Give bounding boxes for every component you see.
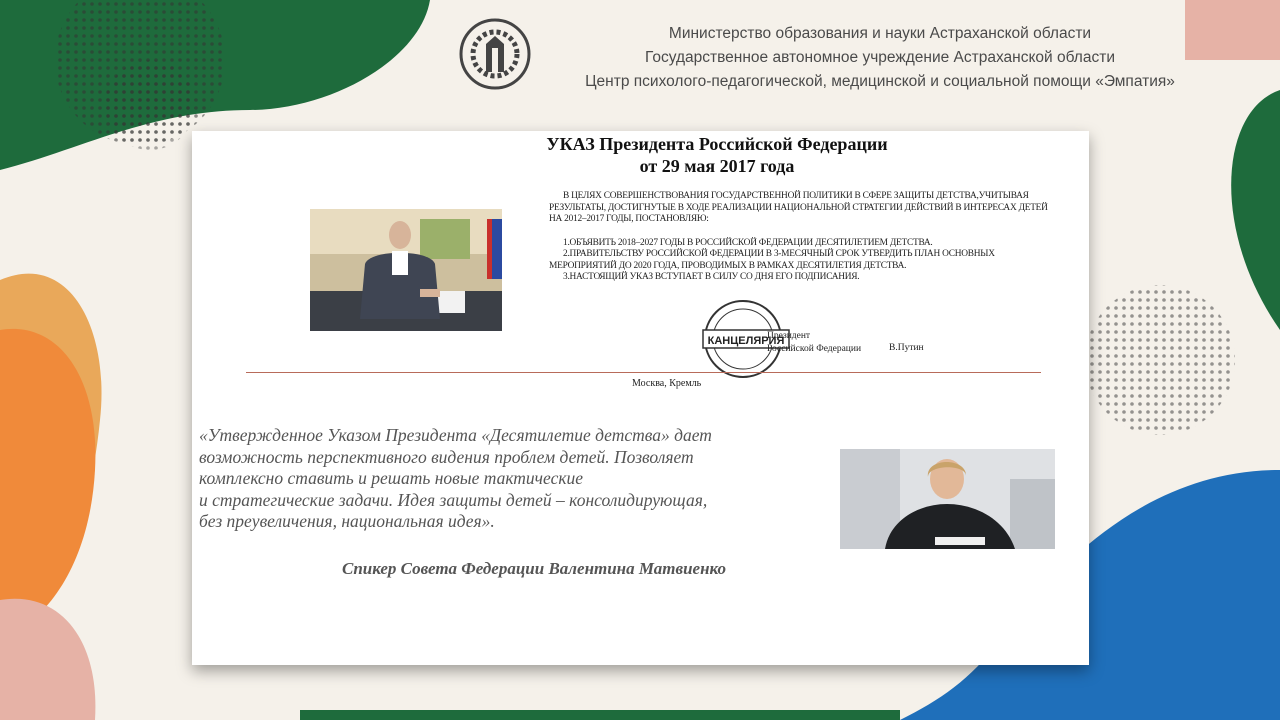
decree-title: [522, 133, 912, 177]
org-line-institution: Государственное автономное учреждение Астраханской области: [645, 49, 1115, 66]
decree-title-line1: УКАЗ Президента Российской Федерации: [546, 134, 888, 154]
quote-line-5: без преувеличения, национальная идея».: [199, 511, 495, 531]
signer-name: В.Путин: [889, 343, 924, 353]
empathy-logo-icon: [456, 14, 534, 100]
quote-line-1: «Утвержденное Указом Президента «Десятилетие детства» дает: [199, 425, 712, 445]
signing-place: Москва, Кремль: [632, 378, 702, 389]
speaker-photo: [840, 449, 1055, 549]
decree-body: [549, 191, 1059, 284]
content-card: [192, 131, 1089, 665]
stamp-text: КАНЦЕЛЯРИЯ: [707, 335, 785, 347]
divider-line: [246, 372, 1041, 373]
quote-line-2: возможность перспективного видения проблем детей. Позволяет: [199, 446, 694, 467]
signer-title: [767, 330, 861, 356]
signer-title-line2: Российской Федерации: [767, 344, 862, 354]
decree-title-date: от 29 мая 2017 года: [639, 156, 795, 176]
decree-intro: В ЦЕЛЯХ СОВЕРШЕНСТВОВАНИЯ ГОСУДАРСТВЕННОЙ ПОЛИТИКИ В СФЕРЕ ЗАЩИТЫ ДЕТСТВА,УЧИТЫВАЯ РЕЗУЛЬТАТЫ, ДОСТИГНУТЫЕ В ХОДЕ РЕАЛИЗАЦИИ НАЦИОНАЛЬНОЙ СТРАТЕГИИ ДЕЙСТВИЙ В ИНТЕРЕСАХ ДЕТЕЙ НА 2012–2017 ГОДЫ, ПОСТАНОВЛЯЮ:: [549, 191, 1048, 224]
org-line-ministry: Министерство образования и науки Астраханской области: [668, 25, 1092, 42]
organization-header: [560, 22, 1200, 94]
speaker-quote: [199, 425, 839, 533]
decree-item-2: 2.ПРАВИТЕЛЬСТВУ РОССИЙСКОЙ ФЕДЕРАЦИИ В 3-МЕСЯЧНЫЙ СРОК УТВЕРДИТЬ ПЛАН ОСНОВНЫХ МЕРОПРИЯТИЙ ДО 2020 ГОДА, ПРОВОДИМЫХ В РАМКАХ ДЕСЯТИЛЕТИЯ ДЕТСТВА.: [549, 249, 995, 271]
quote-line-3: комплексно ставить и решать новые тактические: [199, 468, 584, 488]
quote-line-4: и стратегические задачи. Идея защиты детей – консолидирующая,: [199, 489, 708, 510]
decree-item-1: 1.ОБЪЯВИТЬ 2018–2027 ГОДЫ В РОССИЙСКОЙ ФЕДЕРАЦИИ ДЕСЯТИЛЕТИЕМ ДЕТСТВА.: [563, 237, 933, 248]
president-signing-photo: [310, 209, 502, 331]
signer-title-line1: Президент: [767, 331, 811, 341]
org-line-center: Центр психолого-педагогической, медицинской и социальной помощи «Эмпатия»: [585, 73, 1175, 90]
decree-item-3: 3.НАСТОЯЩИЙ УКАЗ ВСТУПАЕТ В СИЛУ СО ДНЯ ЕГО ПОДПИСАНИЯ.: [563, 272, 860, 282]
quote-author: Спикер Совета Федерации Валентина Матвиенко: [342, 559, 726, 578]
